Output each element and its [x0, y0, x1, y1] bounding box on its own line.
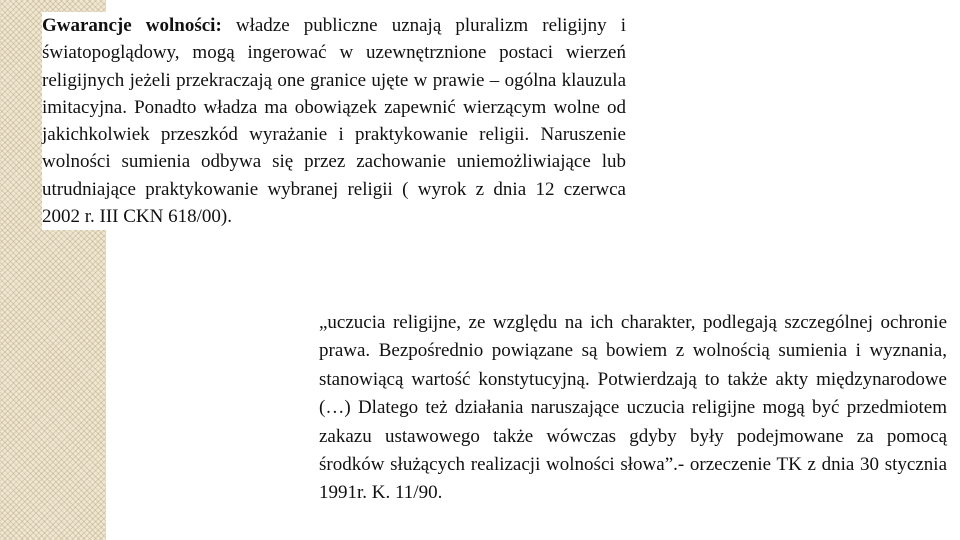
text-block-quote	[319, 309, 947, 508]
lead-heading: Gwarancje wolności:	[42, 15, 222, 36]
quote-body: „uczucia religijne, ze względu na ich charakter, podlegają szczególnej ochronie prawa. Bezpośrednio powiązane są bowiem z wolnością sumienia i wyznania, stanowiącą wartość konstytucyjną. Potwierdzają to także akty międzynarodowe (…) Dlatego też działania naruszające uczucia religijne mogą być przedmiotem zakazu ustawowego także wówczas gdyby były podejmowane za pomocą środków służących realizacji wolności słowa”.- orzeczenie TK z dnia 30 stycznia 1991r. K. 11/90.	[319, 312, 947, 504]
paragraph-body: władze publiczne uznają pluralizm religijny i światopoglądowy, mogą ingerować w uzewnętrznione postaci wierzeń religijnych jeżeli przekraczają one granice ujęte w prawie – ogólna klauzula imitacyjna. Ponadto władza ma obowiązek zapewnić wierzącym wolne od jakichkolwiek przeszkód wyrażanie i praktykowanie religii. Naruszenie wolności sumienia odbywa się przez zachowanie uniemożliwiające lub utrudniające praktykowanie wybranej religii ( wyrok z dnia 12 czerwca 2002 r. III CKN 618/00).	[42, 15, 626, 228]
text-block-guarantees	[42, 12, 626, 230]
